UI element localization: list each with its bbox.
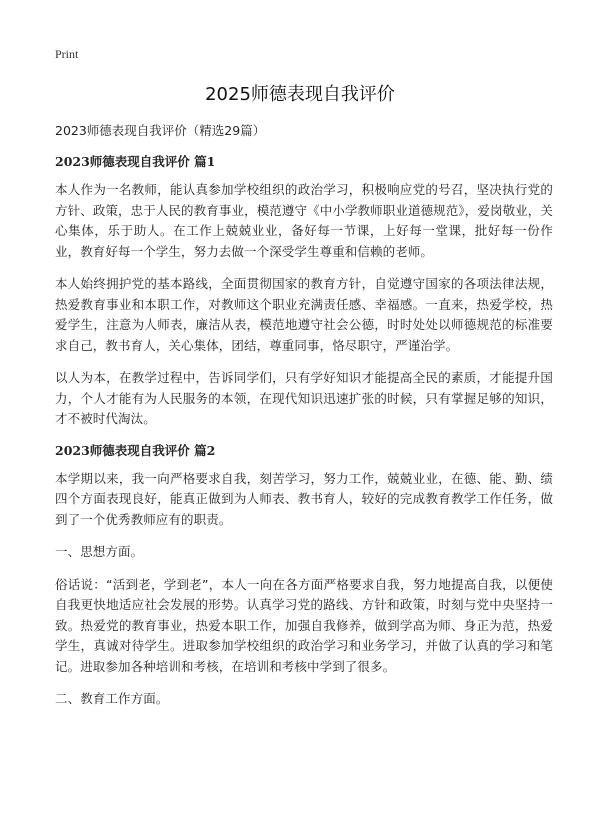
subsection-heading: 一、思想方面。: [55, 544, 144, 559]
paragraph: 以人为本，在教学过程中，告诉同学们，只有学好知识才能提高全民的素质，才能提升国力，个人才能有为人民服务的本领，在现代知识迅速扩张的时候，只有掌握足够的知识，才不被时代淘汰。: [55, 370, 553, 426]
paragraph: 本人作为一名教师，能认真参加学校组织的政治学习，积极响应党的号召，坚决执行党的方针、政策，忠于人民的教育事业，模范遵守《中小学教师职业道德规范》，爱岗敬业，关心集体，乐于助人。在工作上兢兢业业，备好每一节课，上好每一堂课，批好每一份作业，教育好每一个学生，努力去做一个深受学生尊重和信赖的老师。: [55, 182, 553, 259]
paragraph: 俗话说：“活到老，学到老”，本人一向在各方面严格要求自我，努力地提高自我，以便使自我更快地适应社会发展的形势。认真学习党的路线、方针和政策，时刻与党中央坚持一致。热爱党的教育事业，热爱本职工作，加强自我修养，做到学高为师、身正为范，热爱学生，真诚对待学生。进取参加学校组织的政治学习和业务学习，并做了认真的学习和笔记。进取参加各种培训和考核，在培训和考核中学到了很多。: [55, 576, 553, 674]
subsection-heading: 二、教育工作方面。: [55, 691, 169, 706]
page-title: 2025师德表现自我评价: [205, 84, 395, 105]
article-subtitle: 2023师德表现自我评价（精选29篇）: [55, 123, 266, 138]
section-heading: 2023师德表现自我评价 篇1: [55, 154, 216, 169]
print-link[interactable]: Print: [55, 47, 79, 61]
section-heading: 2023师德表现自我评价 篇2: [55, 442, 216, 458]
article-body: [55, 122, 553, 722]
paragraph: 本人始终拥护党的基本路线，全面贯彻国家的教育方针，自觉遵守国家的各项法律法规，热爱教育事业和本职工作，对教师这个职业充满责任感、幸福感。一直来，热爱学校，热爱学生，注意为人师表，廉洁从表，模范地遵守社会公德，时时处处以师德规范的标准要求自己，教书育人，关心集体，团结，尊重同事，恪尽职守，严谨治学。: [55, 276, 553, 353]
paragraph: 本学期以来，我一向严格要求自我，刻苦学习，努力工作，兢兢业业，在德、能、勤、绩四个方面表现良好，能真正做到为人师表、教书育人，较好的完成教育教学工作任务，做到了一个优秀教师应有的职责。: [55, 470, 553, 527]
